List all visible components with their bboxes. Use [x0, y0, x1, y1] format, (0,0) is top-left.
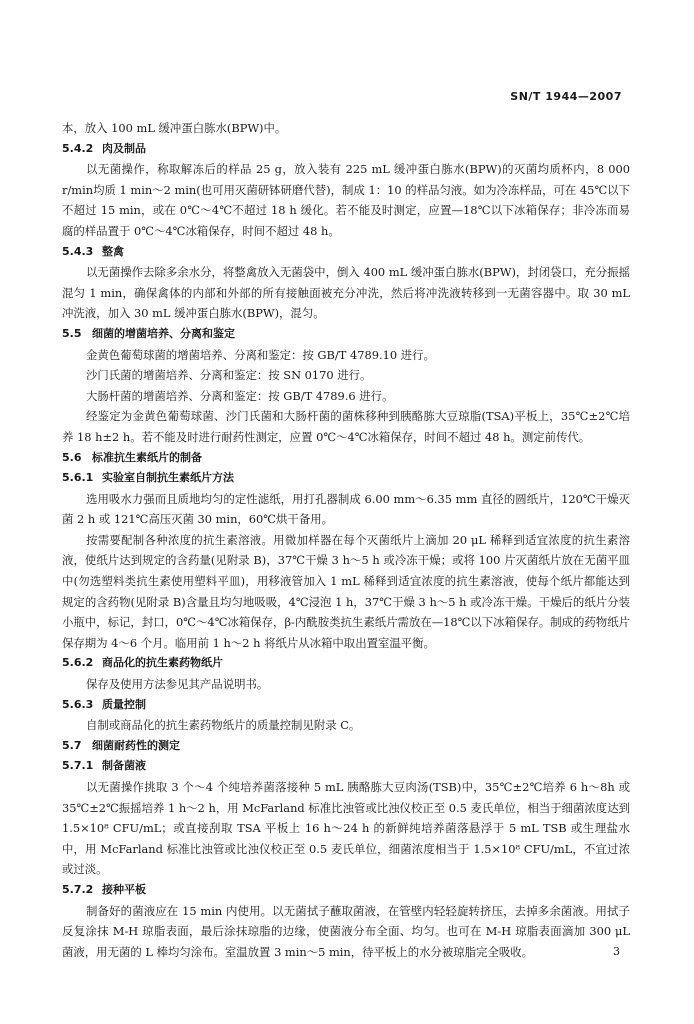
- paragraph: 金黄色葡萄球菌的增菌培养、分离和鉴定：按 GB/T 4789.10 进行。: [86, 347, 435, 362]
- paragraph: 以无菌操作挑取 3 个～4 个纯培养菌落接种 5 mL 胰酪胨大豆肉汤(TSB)中，35℃±2℃培养 6 h～8h 或 35℃±2℃振摇培养 1 h～2 h，用 McFarland 标准比浊管或比浊仪校正至 0.5 麦氏单位，相当于细菌浓度达到 1.5×10⁸ CFU/mL；或直接刮取 TSA 平板上 16 h～24 h 的新鲜纯培养菌落悬浮于 5 mL TSB 或生理盐水中，用 McFarland 标准比浊管或比浊仪校正至 0.5 麦氏单位，细菌浓度相当于 1.5×10⁸ CFU/mL，不宜过浓或过淡。: [62, 780, 630, 877]
- section-heading: [62, 880, 630, 901]
- paragraph: 沙门氏菌的增菌培养、分离和鉴定：按 SN 0170 进行。: [86, 368, 372, 383]
- standard-code: SN/T 1944—2007: [510, 90, 622, 103]
- paragraph: 保存及使用方法参见其产品说明书。: [86, 677, 269, 692]
- section-title: 细菌的增菌培养、分离和鉴定: [92, 326, 235, 340]
- section-title: 标准抗生素纸片的制备: [92, 450, 202, 464]
- section-number: 5.7: [62, 738, 82, 752]
- document-body: [62, 118, 630, 962]
- section-number: 5.6.1: [62, 471, 94, 485]
- page-number: 3: [613, 945, 620, 958]
- paragraph: 本，放入 100 mL 缓冲蛋白胨水(BPW)中。: [62, 121, 287, 135]
- section-number: 5.5: [62, 326, 82, 340]
- section-heading: [62, 695, 630, 716]
- paragraph: 选用吸水力强而且质地均匀的定性滤纸，用打孔器制成 6.00 mm～6.35 mm 直径的圆纸片，120℃干燥灭菌 2 h 或 121℃高压灭菌 30 min，60℃烘干备用。: [62, 491, 630, 527]
- paragraph: 以无菌操作，称取解冻后的样品 25 g，放入装有 225 mL 缓冲蛋白胨水(BPW)的灭菌均质杯内，8 000 r/min均质 1 min～2 min(也可用灭菌研钵研磨代替)，制成 1：10 的样品匀液。如为冷冻样品，可在 45℃以下不超过 15 min，或在 0℃～4℃不超过 18 h 缓化。若不能及时测定，应置—18℃以下冰箱保存；非冷冻而易腐的样品置于 0℃～4℃冰箱保存，时间不超过 48 h。: [62, 162, 630, 238]
- paragraph: 按需要配制各种浓度的抗生素溶液。用微加样器在每个灭菌纸片上滴加 20 μL 稀释到适宜浓度的抗生素溶液，使纸片达到规定的含药量(见附录 B)，37℃干燥 3 h～5 h 或冷冻干燥；或将 100 片灭菌纸片放在无菌平皿中(勿选塑料类抗生素使用塑料平皿)，用移液管加入 1 mL 稀释到适宜浓度的抗生素溶液，使每个纸片都能达到规定的含药物(见附录 B)含量且均匀地吸吸，4℃浸泡 1 h，37℃干燥 3 h～5 h 或冷冻干燥。干燥后的纸片分装小瓶中，标记，封口，0℃～4℃冰箱保存，β-内酰胺类抗生素纸片需放在—18℃以下冰箱保存。制成的药物纸片保存期为 4～6 个月。临用前 1 h～2 h 将纸片从冰箱中取出置室温平衡。: [62, 532, 630, 650]
- section-number: 5.7.1: [62, 759, 94, 773]
- section-number: 5.4.3: [62, 244, 94, 258]
- section-number: 5.6: [62, 450, 82, 464]
- section-number: 5.4.2: [62, 141, 94, 155]
- section-title: 整禽: [102, 244, 124, 258]
- section-number: 5.6.2: [62, 656, 94, 670]
- section-title: 商品化的抗生素药物纸片: [102, 656, 223, 670]
- section-title: 实验室自制抗生素纸片方法: [102, 471, 234, 485]
- section-heading: [62, 448, 630, 469]
- section-heading: [62, 756, 630, 777]
- section-heading: [62, 653, 630, 674]
- section-heading: [62, 242, 630, 263]
- section-number: 5.6.3: [62, 697, 94, 711]
- section-heading: [62, 468, 630, 489]
- section-heading: [62, 139, 630, 160]
- paragraph: 大肠杆菌的增菌培养、分离和鉴定：按 GB/T 4789.6 进行。: [86, 388, 394, 403]
- section-heading: [62, 736, 630, 757]
- section-heading: [62, 324, 630, 345]
- paragraph: 自制或商品化的抗生素药物纸片的质量控制见附录 C。: [86, 718, 361, 733]
- section-title: 质量控制: [102, 697, 146, 711]
- paragraph: 制备好的菌液应在 15 min 内使用。以无菌拭子蘸取菌液，在管壁内轻轻旋转挤压，去掉多余菌液。用拭子反复涂抹 M-H 琼脂表面，最后涂抹琼脂的边缘，使菌液分布全面、均匀。也可在 M-H 琼脂表面滴加 300 μL 菌液，用无菌的 L 棒均匀涂布。室温放置 3 min～5 min，待平板上的水分被琼脂完全吸收。: [62, 903, 630, 959]
- section-title: 制备菌液: [102, 759, 146, 773]
- paragraph: 以无菌操作去除多余水分，将整禽放入无菌袋中，倒入 400 mL 缓冲蛋白胨水(BPW)，封闭袋口，充分振摇混匀 1 min，确保禽体的内部和外部的所有接触面被充分冲洗，然后将冲洗液转移到一无菌容器中。取 30 mL 冲洗液，加入 30 mL 缓冲蛋白胨水(BPW)，混匀。: [62, 265, 630, 321]
- section-title: 肉及制品: [102, 141, 146, 155]
- section-number: 5.7.2: [62, 882, 94, 896]
- section-title: 细菌耐药性的测定: [92, 738, 180, 752]
- section-title: 接种平板: [102, 882, 146, 896]
- paragraph: 经鉴定为金黄色葡萄球菌、沙门氏菌和大肠杆菌的菌株移种到胰酪胨大豆琼脂(TSA)平板上，35℃±2℃培养 18 h±2 h。若不能及时进行耐药性测定，应置 0℃～4℃冰箱保存，时间不超过 48 h。测定前传代。: [62, 409, 630, 444]
